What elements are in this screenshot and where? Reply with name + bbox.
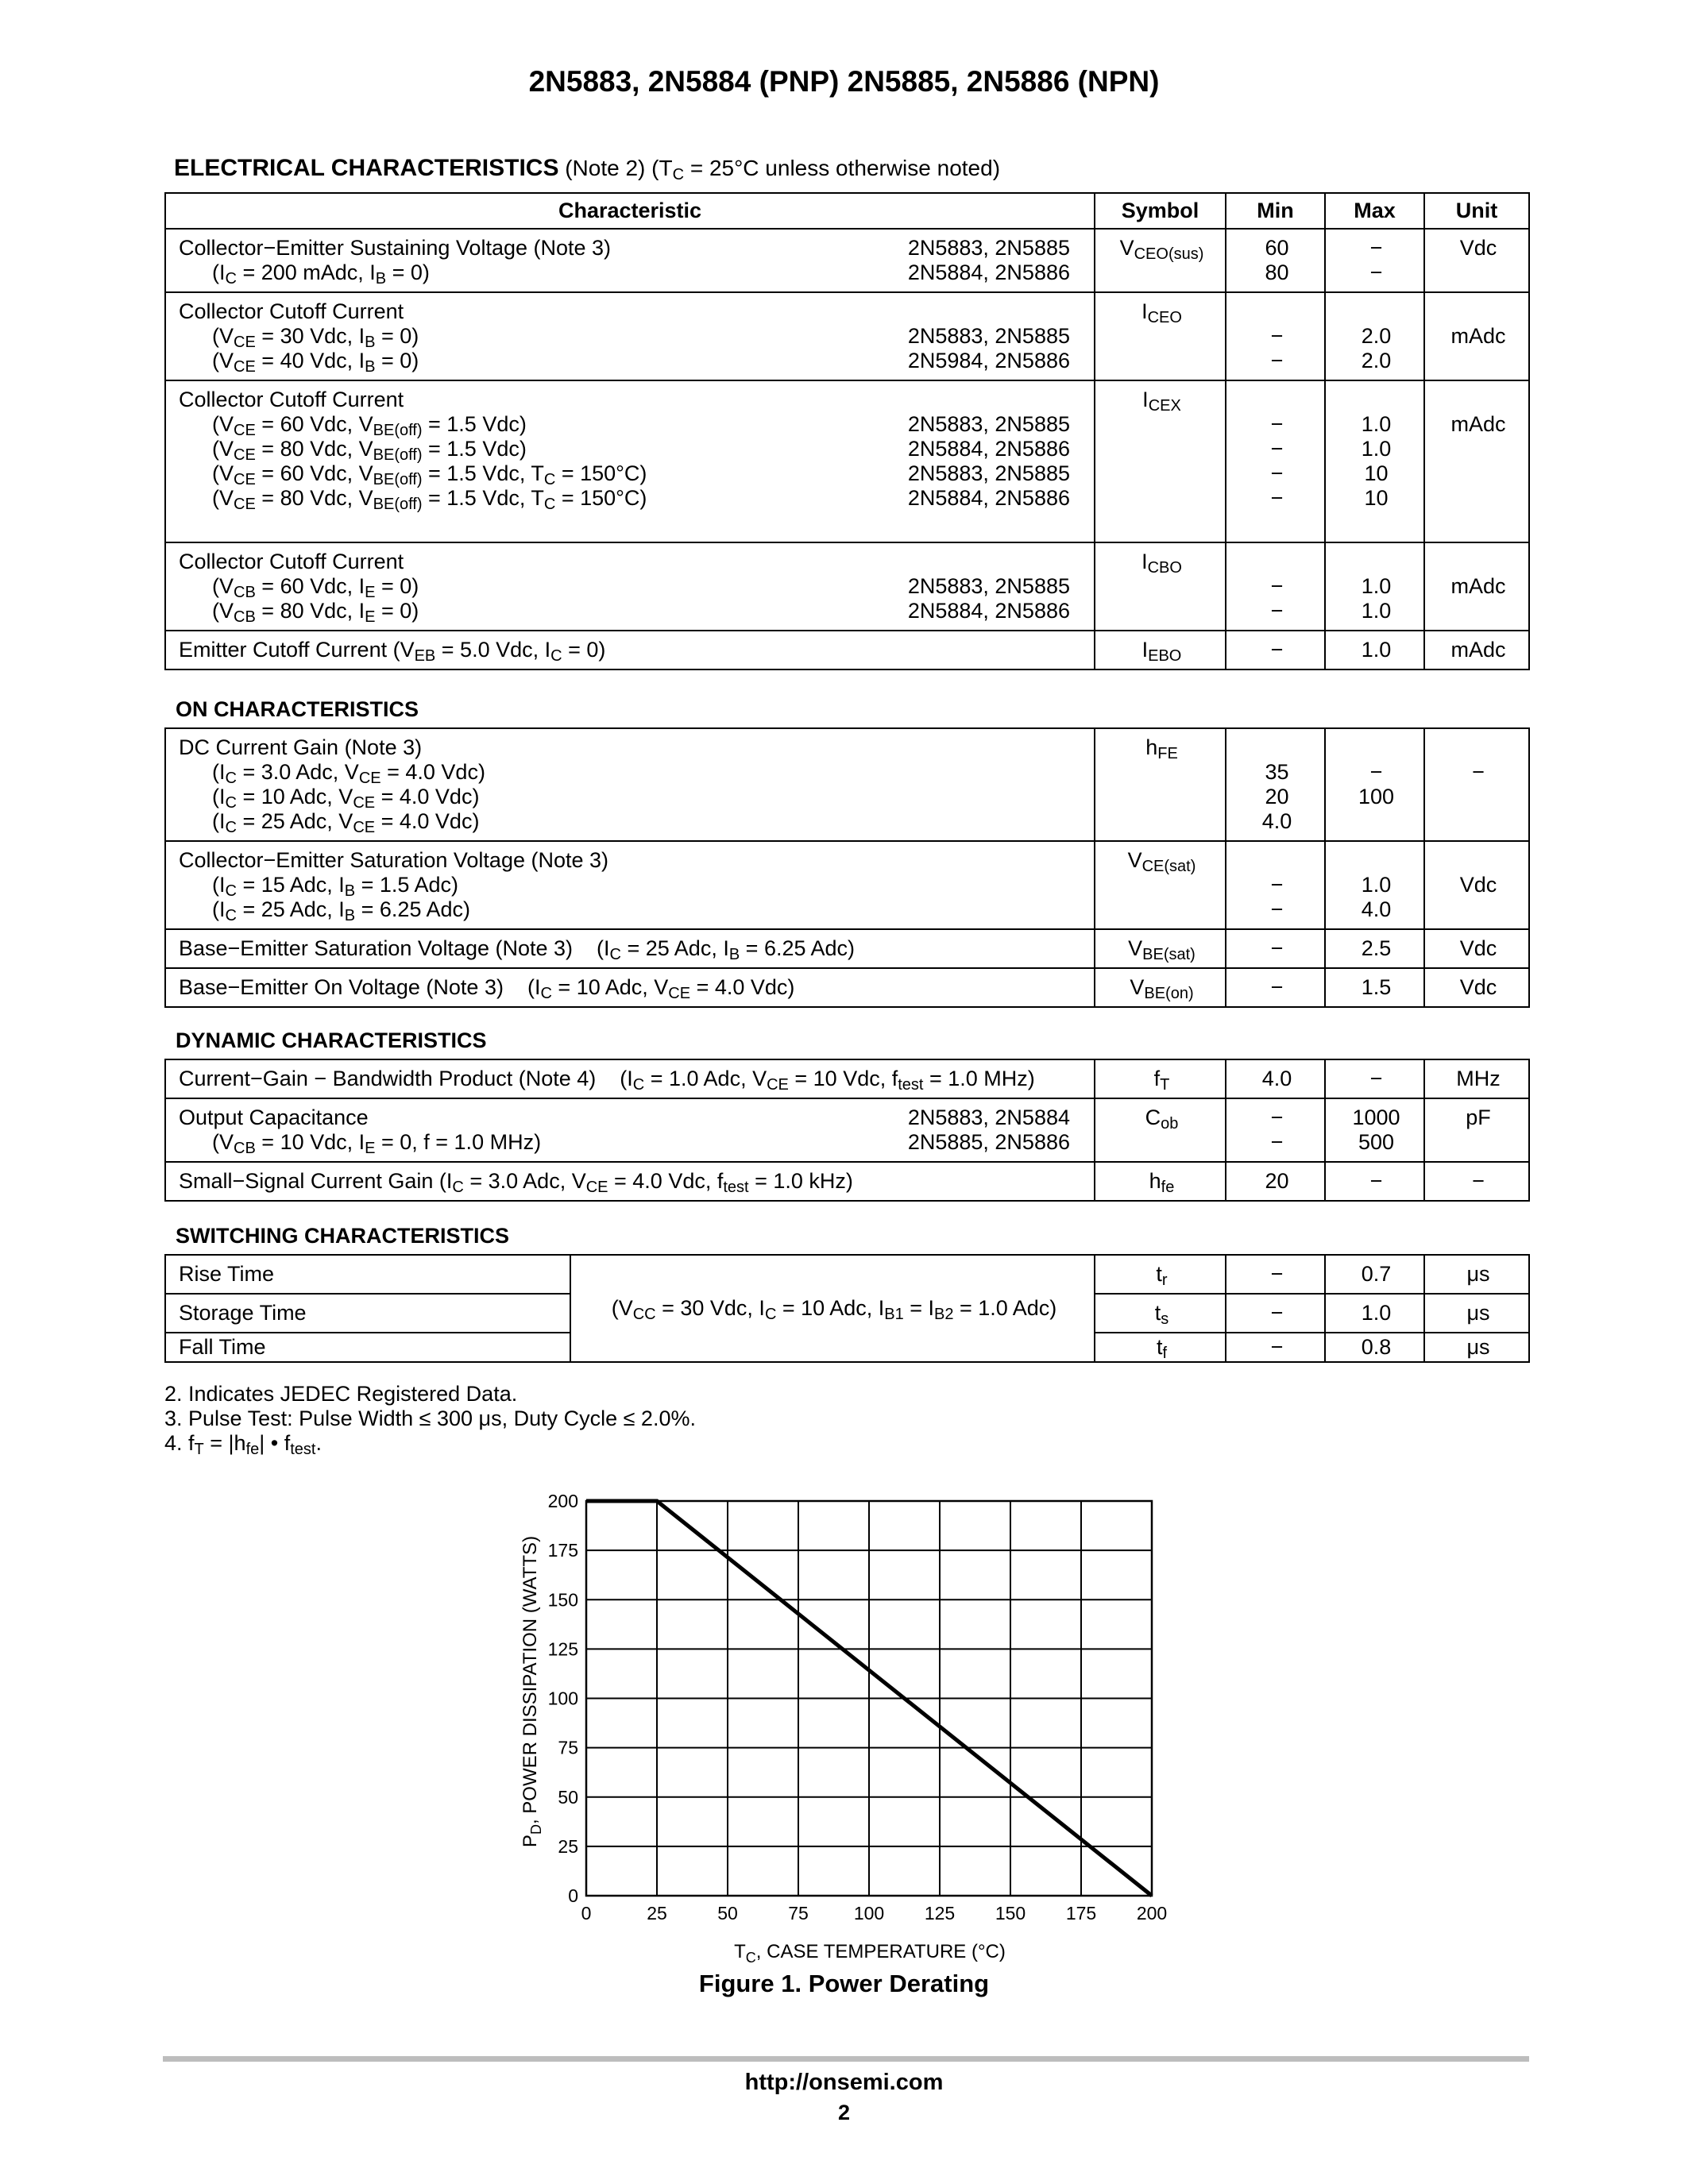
unit-cell: μs xyxy=(1424,1255,1529,1294)
table-row-vceo xyxy=(165,229,1529,292)
unit-cell: mAdc xyxy=(1424,380,1529,542)
min-cell: − xyxy=(1226,631,1325,669)
characteristic-cell: Fall Time xyxy=(165,1333,570,1362)
symbol-cell: $V_{CE(sat)}$ xyxy=(1095,841,1226,929)
unit-cell: mAdc xyxy=(1424,292,1529,380)
unit-cell: Vdc xyxy=(1424,229,1529,292)
y-axis-label: $P_D$, POWER DISSIPATION (WATTS) xyxy=(520,1535,544,1848)
unit-cell: Vdc xyxy=(1424,929,1529,968)
y-tick-label: 175 xyxy=(547,1540,578,1561)
max-cell: 1.5 xyxy=(1325,968,1424,1007)
characteristic-cell: Collector Cutoff Current ($V_{CE} = 60$ Vdc, $V_{BE(off)} = 1.5$ Vdc) 2N5883, 2N5885 ($V_{CE} = 80$ Vdc, $V_{BE(off)} = 1.5$ Vdc) 2N5884, 2N5886 ($V_{CE} = 60$ Vdc, $V_{BE(off)} = 1.5$ Vdc, $T_C = 150^\circ C$) 2N5883, 2N5885 ($V_{CE} = 80$ Vdc, $V_{BE(off)} = 1.5$ Vdc, $T_C = 150^\circ C$) 2N5884, 2N5886 xyxy=(165,380,1095,542)
table-row-hfe xyxy=(165,728,1529,841)
table-header-row xyxy=(165,193,1529,229)
symbol-cell: $I_{EBO}$ xyxy=(1095,631,1226,669)
table-row-icex xyxy=(165,380,1529,542)
symbol-cell: $t_r$ xyxy=(1095,1255,1226,1294)
y-tick-label: 150 xyxy=(547,1589,578,1611)
min-cell: − − − − xyxy=(1226,380,1325,542)
header-min: Min xyxy=(1226,193,1325,229)
characteristic-cell: Output Capacitance 2N5883, 2N5884 ($V_{CB} = 10$ Vdc, $I_E = 0$, f = 1.0 MHz) 2N5885, 2N5886 xyxy=(165,1098,1095,1162)
max-cell: − xyxy=(1325,1059,1424,1098)
note-3: 3. Pulse Test: Pulse Width ≤ 300 μs, Duty Cycle ≤ 2.0%. xyxy=(164,1406,696,1430)
max-cell: 0.7 xyxy=(1325,1255,1424,1294)
unit-cell: Vdc xyxy=(1424,841,1529,929)
on-characteristics-table xyxy=(164,727,1530,1008)
symbol-cell: $t_s$ xyxy=(1095,1294,1226,1333)
x-tick-label: 150 xyxy=(995,1903,1026,1924)
x-tick-label: 50 xyxy=(717,1903,738,1924)
table-row-icbo xyxy=(165,542,1529,631)
table-row-cob xyxy=(165,1098,1529,1162)
characteristic-cell: Small−Signal Current Gain ($I_C = 3.0$ Adc, $V_{CE} = 4.0$ Vdc, $f_{test} = 1.0$ kHz) xyxy=(165,1162,1095,1201)
min-cell: 4.0 xyxy=(1226,1059,1325,1098)
characteristic-cell: Storage Time xyxy=(165,1294,570,1333)
min-cell: 60 80 xyxy=(1226,229,1325,292)
y-tick-label: 75 xyxy=(558,1737,578,1758)
max-cell: 1.0 1.0 10 10 xyxy=(1325,380,1424,542)
symbol-cell: $V_{CEO(sus)}$ xyxy=(1095,229,1226,292)
page-number: 2 xyxy=(837,2101,851,2124)
table-row-vbeon xyxy=(165,968,1529,1007)
characteristic-cell: Base−Emitter Saturation Voltage (Note 3) ($I_C = 25$ Adc, $I_B = 6.25$ Adc) xyxy=(165,929,1095,968)
table-row-vcesat xyxy=(165,841,1529,929)
header-max: Max xyxy=(1325,193,1424,229)
switching-characteristics-table xyxy=(164,1254,1530,1363)
note-2: 2. Indicates JEDEC Registered Data. xyxy=(164,1382,518,1406)
table-row-ft xyxy=(165,1059,1529,1098)
unit-cell: − xyxy=(1424,1162,1529,1201)
max-cell: − − xyxy=(1325,229,1424,292)
y-tick-label: 100 xyxy=(547,1688,578,1709)
symbol-cell: $I_{CBO}$ xyxy=(1095,542,1226,631)
dynamic-characteristics-table xyxy=(164,1059,1530,1202)
min-cell: − − xyxy=(1226,1098,1325,1162)
max-cell: 1.0 xyxy=(1325,631,1424,669)
unit-cell: − xyxy=(1424,728,1529,841)
max-cell: − xyxy=(1325,1162,1424,1201)
y-tick-label: 200 xyxy=(547,1491,578,1511)
min-cell: − − xyxy=(1226,542,1325,631)
min-cell: − xyxy=(1226,1333,1325,1362)
max-cell: − 100 xyxy=(1325,728,1424,841)
y-tick-label: 125 xyxy=(547,1638,578,1660)
characteristic-cell: Collector Cutoff Current ($V_{CB} = 60$ Vdc, $I_E = 0$) 2N5883, 2N5885 ($V_{CB} = 80$ Vdc, $I_E = 0$) 2N5884, 2N5886 xyxy=(165,542,1095,631)
max-cell: 1000 500 xyxy=(1325,1098,1424,1162)
unit-cell: mAdc xyxy=(1424,542,1529,631)
symbol-cell: $I_{CEO}$ xyxy=(1095,292,1226,380)
characteristic-cell: Base−Emitter On Voltage (Note 3) ($I_C = 10$ Adc, $V_{CE} = 4.0$ Vdc) xyxy=(165,968,1095,1007)
max-cell: 1.0 4.0 xyxy=(1325,841,1424,929)
x-tick-label: 25 xyxy=(647,1903,667,1924)
symbol-cell: $C_{ob}$ xyxy=(1095,1098,1226,1162)
table-row-vbesat xyxy=(165,929,1529,968)
header-symbol: Symbol xyxy=(1095,193,1226,229)
x-tick-label: 175 xyxy=(1065,1903,1097,1924)
unit-cell: Vdc xyxy=(1424,968,1529,1007)
electrical-characteristics-heading: ELECTRICAL CHARACTERISTICS (Note 2) ($T_C = 25^\circ C$ unless otherwise noted) xyxy=(174,155,1001,183)
min-cell: − − xyxy=(1226,292,1325,380)
dynamic-characteristics-heading: DYNAMIC CHARACTERISTICS xyxy=(176,1028,487,1052)
table-row-rise-time xyxy=(165,1255,1529,1294)
footer-rule xyxy=(163,2056,1529,2062)
unit-cell: MHz xyxy=(1424,1059,1529,1098)
power-derating-chart xyxy=(508,1489,1192,1966)
x-tick-label: 0 xyxy=(581,1903,592,1924)
footnotes xyxy=(164,1382,696,1456)
unit-cell: pF xyxy=(1424,1098,1529,1162)
table-row-iceo xyxy=(165,292,1529,380)
page-title: 2N5883, 2N5884 (PNP) 2N5885, 2N5886 (NPN) xyxy=(528,65,1160,98)
note-4: 4. $f_T = |h_{fe}|$ • $f_{test}$. xyxy=(164,1431,322,1458)
max-cell: 1.0 xyxy=(1325,1294,1424,1333)
min-cell: 35 20 4.0 xyxy=(1226,728,1325,841)
symbol-cell: $V_{BE(sat)}$ xyxy=(1095,929,1226,968)
symbol-cell: $V_{BE(on)}$ xyxy=(1095,968,1226,1007)
switching-characteristics-heading: SWITCHING CHARACTERISTICS xyxy=(176,1224,509,1248)
min-cell: − xyxy=(1226,1255,1325,1294)
characteristic-cell: Emitter Cutoff Current ($V_{EB} = 5.0$ Vdc, $I_C = 0$) xyxy=(165,631,1095,669)
min-cell: − xyxy=(1226,968,1325,1007)
footer-url[interactable]: http://onsemi.com xyxy=(744,2070,944,2095)
table-row-iebo xyxy=(165,631,1529,669)
on-characteristics-heading: ON CHARACTERISTICS xyxy=(176,697,419,721)
x-tick-label: 125 xyxy=(924,1903,956,1924)
header-characteristic: Characteristic xyxy=(165,193,1095,229)
characteristic-cell: Collector Cutoff Current ($V_{CE} = 30$ Vdc, $I_B = 0$) 2N5883, 2N5885 ($V_{CE} = 40$ Vdc, $I_B = 0$) 2N5984, 2N5886 xyxy=(165,292,1095,380)
characteristic-cell: Collector−Emitter Saturation Voltage (Note 3) ($I_C = 15$ Adc, $I_B = 1.5$ Adc) ($I_C = 25$ Adc, $I_B = 6.25$ Adc) xyxy=(165,841,1095,929)
min-cell: − xyxy=(1226,1294,1325,1333)
symbol-cell: $I_{CEX}$ xyxy=(1095,380,1226,542)
y-tick-label: 0 xyxy=(568,1885,578,1906)
characteristic-cell: Current−Gain − Bandwidth Product (Note 4) ($I_C = 1.0$ Adc, $V_{CE} = 10$ Vdc, $f_{test} = 1.0$ MHz) xyxy=(165,1059,1095,1098)
symbol-cell: $h_{fe}$ xyxy=(1095,1162,1226,1201)
min-cell: 20 xyxy=(1226,1162,1325,1201)
symbol-cell: $h_{FE}$ xyxy=(1095,728,1226,841)
max-cell: 1.0 1.0 xyxy=(1325,542,1424,631)
characteristic-cell: Collector−Emitter Sustaining Voltage (Note 3) 2N5883, 2N5885 ($I_C = 200$ mAdc, $I_B = 0$) 2N5884, 2N5886 xyxy=(165,229,1095,292)
y-tick-label: 50 xyxy=(558,1786,578,1808)
max-cell: 2.5 xyxy=(1325,929,1424,968)
characteristic-cell: DC Current Gain (Note 3) ($I_C = 3.0$ Adc, $V_{CE} = 4.0$ Vdc) ($I_C = 10$ Adc, $V_{CE} = 4.0$ Vdc) ($I_C = 25$ Adc, $V_{CE} = 4.0$ Vdc) xyxy=(165,728,1095,841)
symbol-cell: $f_T$ xyxy=(1095,1059,1226,1098)
unit-cell: μs xyxy=(1424,1294,1529,1333)
x-tick-label: 200 xyxy=(1136,1903,1168,1924)
switching-condition-cell: ($V_{CC} = 30$ Vdc, $I_C = 10$ Adc, $I_{B1} = I_{B2} = 1.0$ Adc) xyxy=(570,1255,1095,1362)
x-tick-label: 100 xyxy=(853,1903,885,1924)
min-cell: − xyxy=(1226,929,1325,968)
figure-caption: Figure 1. Power Derating xyxy=(698,1970,990,1997)
x-tick-label: 75 xyxy=(788,1903,809,1924)
max-cell: 2.0 2.0 xyxy=(1325,292,1424,380)
x-axis-label: $T_C$, CASE TEMPERATURE (°C) xyxy=(734,1941,1006,1966)
min-cell: − − xyxy=(1226,841,1325,929)
unit-cell: μs xyxy=(1424,1333,1529,1362)
off-characteristics-table xyxy=(164,192,1530,670)
characteristic-cell: Rise Time xyxy=(165,1255,570,1294)
unit-cell: mAdc xyxy=(1424,631,1529,669)
symbol-cell: $t_f$ xyxy=(1095,1333,1226,1362)
y-tick-label: 25 xyxy=(558,1835,578,1857)
header-unit: Unit xyxy=(1424,193,1529,229)
table-row-hfe-small xyxy=(165,1162,1529,1201)
max-cell: 0.8 xyxy=(1325,1333,1424,1362)
